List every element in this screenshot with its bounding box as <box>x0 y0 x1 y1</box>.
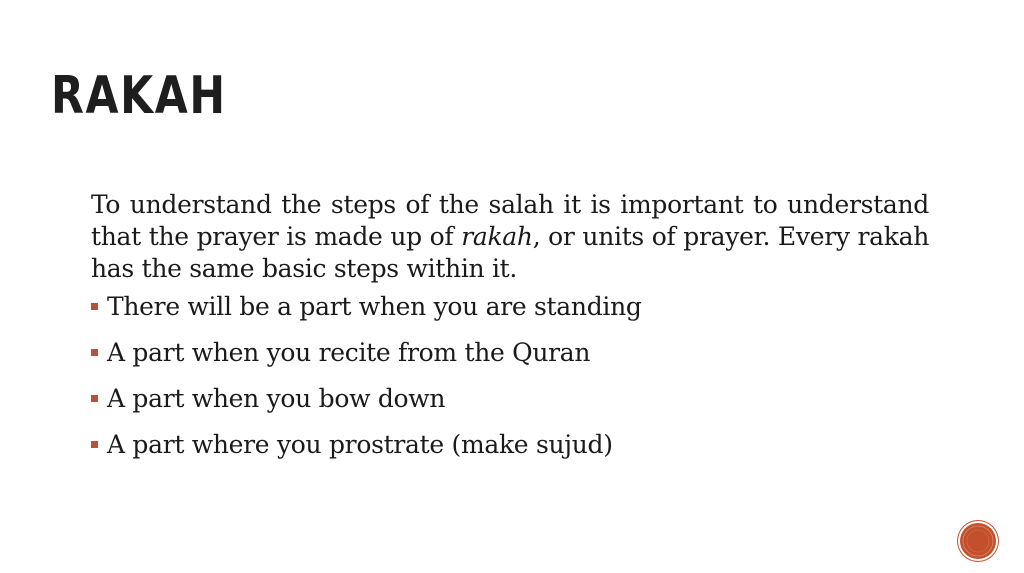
bullet-text: There will be a part when you are standing <box>107 292 642 321</box>
bullet-square-icon <box>91 349 98 356</box>
list-item <box>91 429 929 461</box>
intro-text-part2: , or units of prayer. Every rakah has the same basic steps within it. <box>91 222 929 283</box>
bullet-square-icon <box>91 303 98 310</box>
bullet-text: A part when you recite from the Quran <box>107 338 591 367</box>
intro-text-part1: To understand the steps of the salah it is important to understand that the prayer is made up of <box>91 190 929 251</box>
slide-content <box>91 189 929 475</box>
bullet-list <box>91 291 929 461</box>
bullet-text: A part where you prostrate (make sujud) <box>107 430 613 459</box>
bullet-square-icon <box>91 395 98 402</box>
bullet-square-icon <box>91 441 98 448</box>
list-item <box>91 291 929 323</box>
slide-number-badge-icon <box>960 523 996 559</box>
slide-title: RAKAH <box>51 66 227 126</box>
list-item <box>91 383 929 415</box>
intro-paragraph <box>91 189 929 285</box>
intro-emphasis: rakah <box>461 222 533 251</box>
list-item <box>91 337 929 369</box>
slide-number-badge[interactable] <box>960 523 996 559</box>
bullet-text: A part when you bow down <box>107 384 446 413</box>
